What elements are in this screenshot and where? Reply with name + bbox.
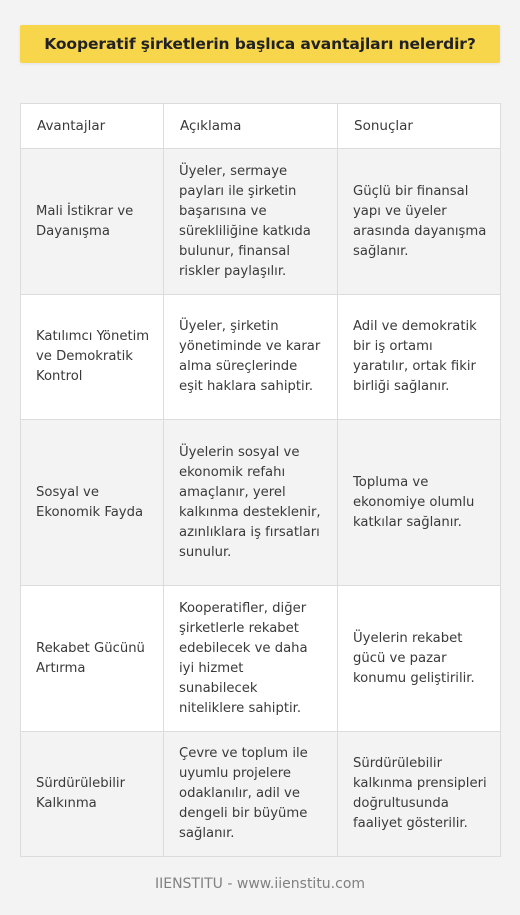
result-cell: Topluma ve ekonomiye olumlu katkılar sağlanır. (338, 420, 501, 586)
result-cell: Sürdürülebilir kalkınma prensipleri doğrultusunda faaliyet gösterilir. (338, 732, 501, 857)
advantage-cell: Rekabet Gücünü Artırma (21, 586, 164, 732)
page-title-banner (20, 25, 500, 63)
column-header-advantages: Avantajlar (21, 104, 164, 149)
table-row (21, 149, 501, 295)
table-row (21, 295, 501, 420)
column-header-description: Açıklama (164, 104, 338, 149)
description-cell: Üyeler, şirketin yönetiminde ve karar alma süreçlerinde eşit haklara sahiptir. (164, 295, 338, 420)
advantage-cell: Mali İstikrar ve Dayanışma (21, 149, 164, 295)
result-cell: Üyelerin rekabet gücü ve pazar konumu geliştirilir. (338, 586, 501, 732)
result-cell: Güçlü bir finansal yapı ve üyeler arasında dayanışma sağlanır. (338, 149, 501, 295)
advantages-table (20, 103, 501, 857)
description-cell: Kooperatifler, diğer şirketlerle rekabet edebilecek ve daha iyi hizmet sunabilecek niteliklere sahiptir. (164, 586, 338, 732)
column-header-results: Sonuçlar (338, 104, 501, 149)
table-header-row (21, 104, 501, 149)
advantage-cell: Katılımcı Yönetim ve Demokratik Kontrol (21, 295, 164, 420)
description-cell: Üyelerin sosyal ve ekonomik refahı amaçlanır, yerel kalkınma desteklenir, azınlıklara iş fırsatları sunulur. (164, 420, 338, 586)
table-row (21, 732, 501, 857)
description-cell: Çevre ve toplum ile uyumlu projelere odaklanılır, adil ve dengeli bir büyüme sağlanır. (164, 732, 338, 857)
footer-credit: IIENSTITU - www.iienstitu.com (154, 876, 366, 892)
result-cell: Adil ve demokratik bir iş ortamı yaratılır, ortak fikir birliği sağlanır. (338, 295, 501, 420)
advantage-cell: Sürdürülebilir Kalkınma (21, 732, 164, 857)
advantage-cell: Sosyal ve Ekonomik Fayda (21, 420, 164, 586)
table-row (21, 420, 501, 586)
description-cell: Üyeler, sermaye payları ile şirketin başarısına ve sürekliliğine katkıda bulunur, finansal riskler paylaşılır. (164, 149, 338, 295)
table-row (21, 586, 501, 732)
page-title: Kooperatif şirketlerin başlıca avantajları nelerdir? (44, 35, 476, 53)
